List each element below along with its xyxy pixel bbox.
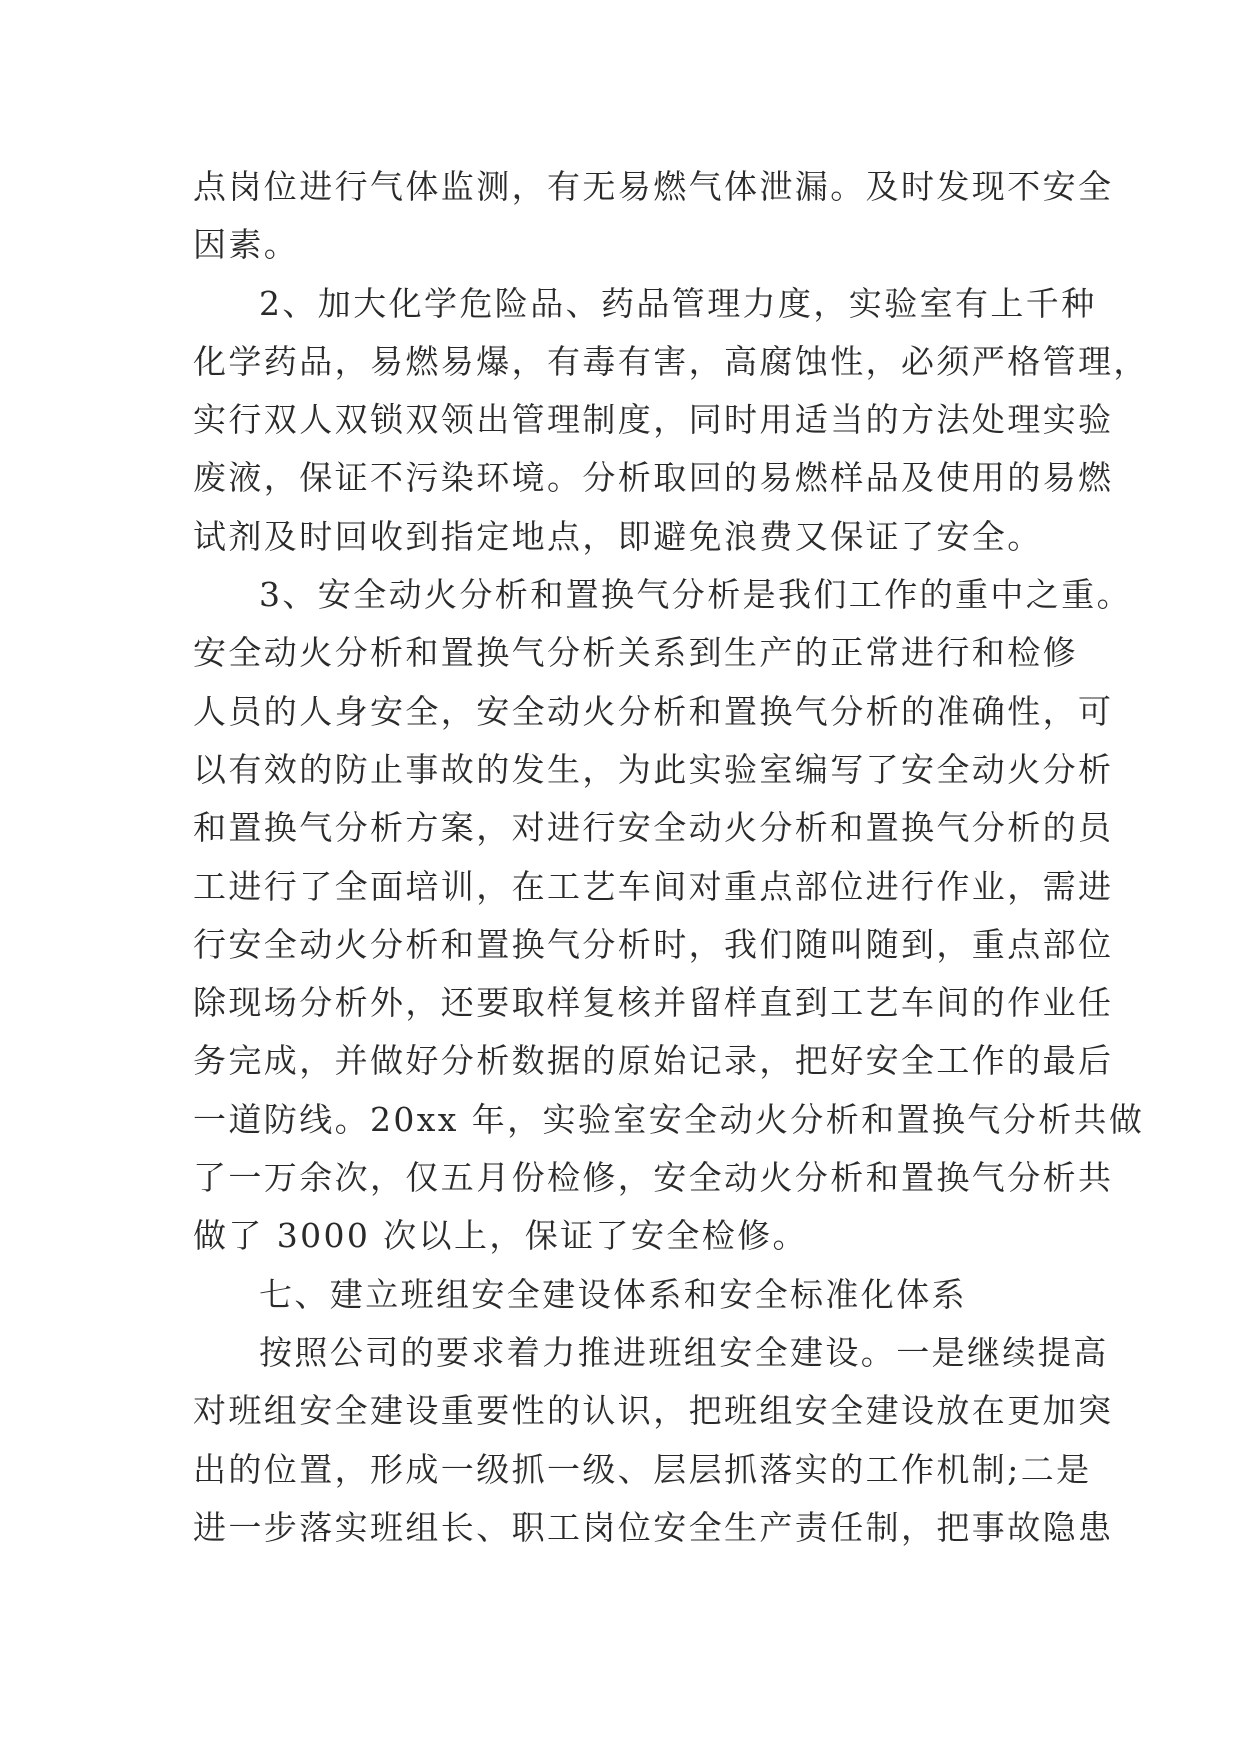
text-line: 出的位置，形成一级抓一级、层层抓落实的工作机制;二是 (193, 1449, 1092, 1489)
text-line: 按照公司的要求着力推进班组安全建设。一是继续提高 (259, 1332, 1109, 1372)
text-line: 一道防线。20xx 年，实验室安全动火分析和置换气分析共做 (193, 1099, 1145, 1139)
text-line: 了一万余次，仅五月份检修，安全动火分析和置换气分析共 (193, 1158, 1114, 1198)
text-line: 点岗位进行气体监测，有无易燃气体泄漏。及时发现不安全 (193, 167, 1114, 206)
text-line: 做了 3000 次以上，保证了安全检修。 (193, 1216, 808, 1256)
text-line: 七、建立班组安全建设体系和安全标准化体系 (259, 1274, 967, 1314)
text-line: 务完成，并做好分析数据的原始记录，把好安全工作的最后 (193, 1041, 1114, 1081)
document-body (193, 158, 1149, 1557)
text-line: 安全动火分析和置换气分析关系到生产的正常进行和检修 (193, 633, 1078, 673)
text-line: 行安全动火分析和置换气分析时，我们随叫随到，重点部位 (193, 924, 1114, 964)
text-line: 化学药品，易燃易爆，有毒有害，高腐蚀性，必须严格管理， (193, 341, 1149, 381)
text-line: 工进行了全面培训，在工艺车间对重点部位进行作业，需进 (193, 866, 1114, 906)
text-line: 以有效的防止事故的发生，为此实验室编写了安全动火分析 (193, 749, 1114, 789)
text-line: 2、加大化学危险品、药品管理力度，实验室有上千种 (259, 283, 1097, 323)
text-line: 进一步落实班组长、职工岗位安全生产责任制，把事故隐患 (193, 1507, 1114, 1547)
text-line: 3、安全动火分析和置换气分析是我们工作的重中之重。 (259, 575, 1132, 615)
text-line: 对班组安全建设重要性的认识，把班组安全建设放在更加突 (193, 1391, 1114, 1431)
text-line: 试剂及时回收到指定地点，即避免浪费又保证了安全。 (193, 516, 1043, 556)
text-line: 除现场分析外，还要取样复核并留样直到工艺车间的作业任 (193, 983, 1114, 1023)
text-line: 实行双人双锁双领出管理制度，同时用适当的方法处理实验 (193, 400, 1114, 440)
text-line: 和置换气分析方案，对进行安全动火分析和置换气分析的员 (193, 808, 1114, 848)
text-line: 人员的人身安全，安全动火分析和置换气分析的准确性，可 (193, 691, 1114, 731)
text-line: 废液，保证不污染环境。分析取回的易燃样品及使用的易燃 (193, 458, 1114, 498)
text-line: 因素。 (193, 225, 300, 265)
